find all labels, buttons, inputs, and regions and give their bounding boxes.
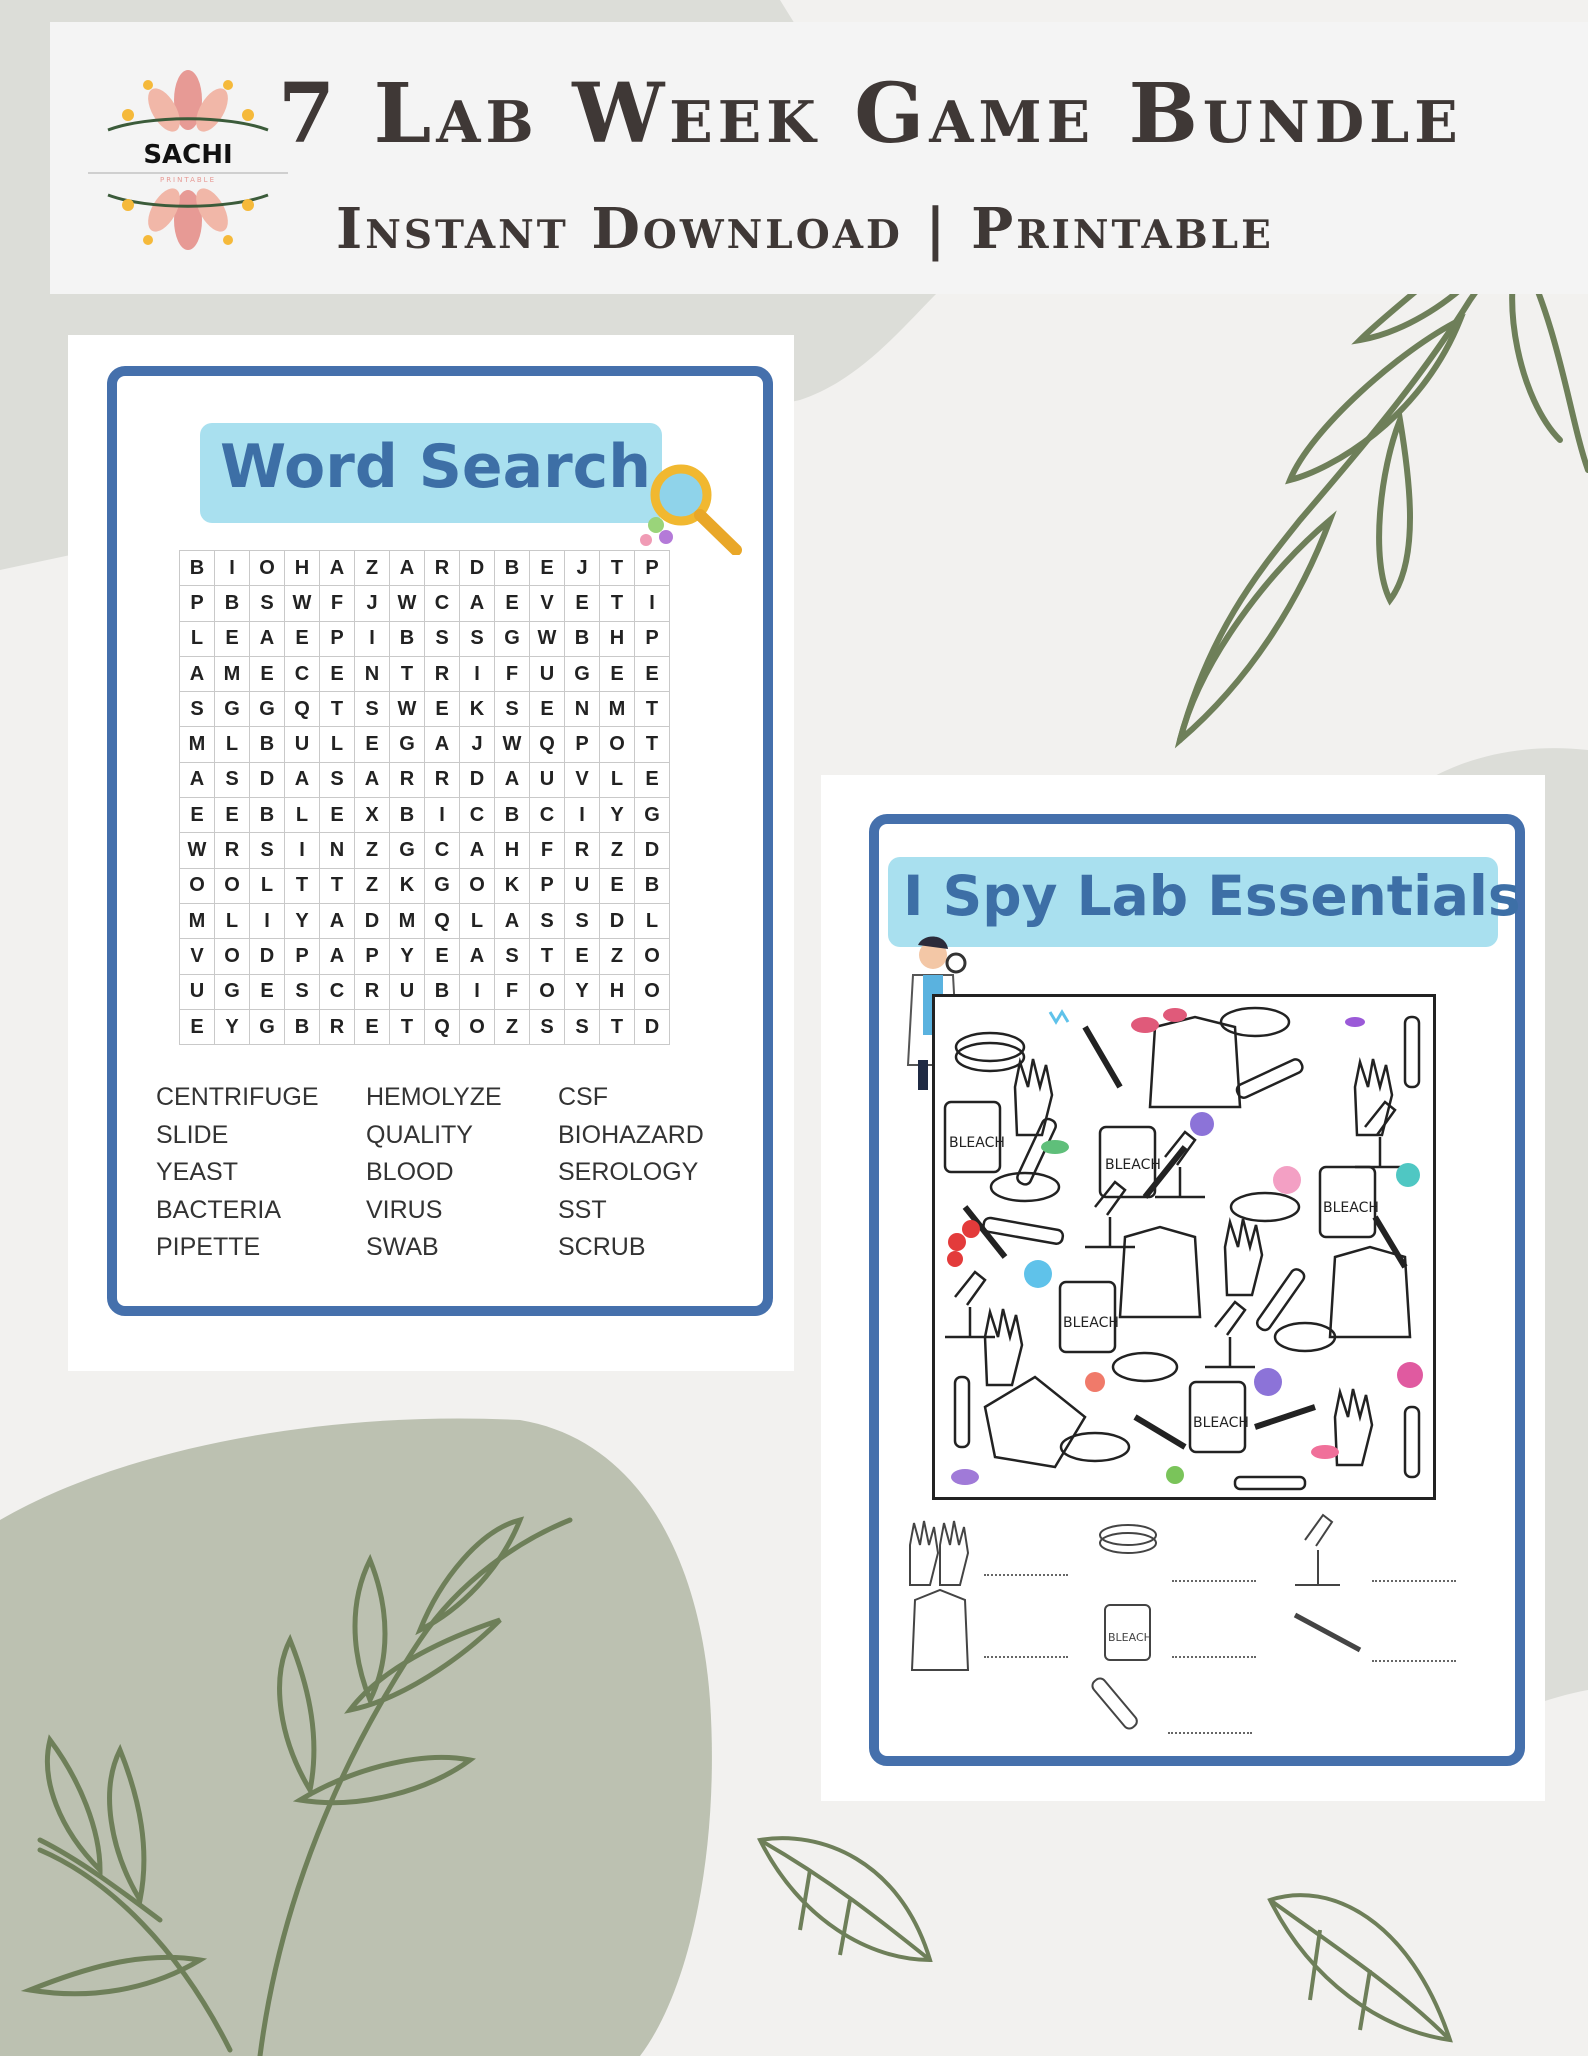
grid-cell: S bbox=[250, 833, 285, 868]
grid-cell: H bbox=[600, 974, 635, 1009]
grid-cell: B bbox=[495, 551, 530, 586]
word-item: CENTRIFUGE bbox=[156, 1083, 319, 1111]
grid-row bbox=[180, 939, 670, 974]
grid-cell: S bbox=[530, 1009, 565, 1044]
grid-cell: J bbox=[565, 551, 600, 586]
grid-cell: L bbox=[600, 762, 635, 797]
grid-cell: I bbox=[250, 903, 285, 938]
grid-cell: C bbox=[425, 833, 460, 868]
floral-ornament-bottom bbox=[108, 183, 268, 250]
ispy-picture-area bbox=[932, 994, 1436, 1500]
page-subtitle: Instant Download | Printable bbox=[336, 196, 1274, 262]
test-tube-icon bbox=[955, 1377, 969, 1447]
grid-cell: O bbox=[250, 551, 285, 586]
grid-cell: S bbox=[250, 586, 285, 621]
grid-cell: A bbox=[250, 621, 285, 656]
grid-cell: Z bbox=[600, 939, 635, 974]
grid-cell: R bbox=[320, 1009, 355, 1044]
grid-cell: E bbox=[565, 939, 600, 974]
grid-cell: B bbox=[565, 621, 600, 656]
word-item: YEAST bbox=[156, 1158, 238, 1186]
grid-cell: T bbox=[600, 551, 635, 586]
grid-cell: O bbox=[530, 974, 565, 1009]
word-item: HEMOLYZE bbox=[366, 1083, 502, 1111]
grid-cell: B bbox=[390, 621, 425, 656]
svg-text:BLEACH: BLEACH bbox=[1063, 1315, 1119, 1331]
grid-cell: Y bbox=[390, 939, 425, 974]
gloves-icon bbox=[1335, 1389, 1372, 1465]
grid-cell: S bbox=[320, 762, 355, 797]
grid-cell: G bbox=[390, 833, 425, 868]
grid-row bbox=[180, 1009, 670, 1044]
grid-cell: G bbox=[635, 798, 670, 833]
word-item: VIRUS bbox=[366, 1195, 443, 1224]
gloves-icon bbox=[940, 1521, 968, 1585]
grid-cell: S bbox=[460, 621, 495, 656]
grid-cell: V bbox=[530, 586, 565, 621]
svg-text:BLEACH: BLEACH bbox=[1323, 1200, 1379, 1216]
grid-cell: G bbox=[250, 692, 285, 727]
answer-line bbox=[1172, 1656, 1256, 1658]
grid-cell: D bbox=[635, 1009, 670, 1044]
word-search-grid bbox=[179, 550, 670, 1045]
grid-cell: S bbox=[565, 903, 600, 938]
grid-cell: C bbox=[425, 586, 460, 621]
grid-cell: P bbox=[565, 727, 600, 762]
word-list-column-3 bbox=[558, 1083, 704, 1271]
grid-cell: Z bbox=[495, 1009, 530, 1044]
grid-cell: O bbox=[460, 1009, 495, 1044]
grid-cell: G bbox=[390, 727, 425, 762]
grid-cell: S bbox=[565, 1009, 600, 1044]
grid-cell: T bbox=[320, 692, 355, 727]
gloves-icon bbox=[910, 1521, 938, 1585]
pipette-icon bbox=[1295, 1615, 1360, 1650]
grid-cell: U bbox=[565, 868, 600, 903]
grid-cell: P bbox=[355, 939, 390, 974]
bleach-labels bbox=[949, 1135, 1379, 1431]
grid-cell: G bbox=[495, 621, 530, 656]
grid-cell: N bbox=[320, 833, 355, 868]
grid-cell: G bbox=[215, 974, 250, 1009]
grid-cell: A bbox=[425, 727, 460, 762]
pipette-icon bbox=[1255, 1407, 1315, 1427]
word-item: QUALITY bbox=[366, 1120, 473, 1149]
grid-cell: A bbox=[285, 762, 320, 797]
word-item: SST bbox=[558, 1195, 607, 1224]
petri-dish-icon bbox=[1231, 1193, 1299, 1221]
grid-cell: T bbox=[635, 727, 670, 762]
grid-cell: U bbox=[285, 727, 320, 762]
petri-dish-icon bbox=[1061, 1433, 1129, 1461]
grid-cell: W bbox=[530, 621, 565, 656]
word-search-title: Word Search bbox=[220, 432, 651, 502]
gloves-icon bbox=[985, 1309, 1022, 1385]
gloves-icon bbox=[1015, 1059, 1052, 1135]
magnifying-glass-icon bbox=[636, 455, 746, 555]
grid-cell: B bbox=[390, 798, 425, 833]
grid-cell: O bbox=[215, 868, 250, 903]
grid-cell: E bbox=[250, 974, 285, 1009]
microscope-icon bbox=[1155, 1132, 1205, 1197]
grid-cell: W bbox=[390, 692, 425, 727]
grid-cell: A bbox=[460, 833, 495, 868]
grid-cell: U bbox=[530, 762, 565, 797]
grid-cell: I bbox=[635, 586, 670, 621]
grid-cell: L bbox=[180, 621, 215, 656]
svg-text:BLEACH: BLEACH bbox=[949, 1135, 1005, 1151]
grid-cell: S bbox=[530, 903, 565, 938]
grid-cell: K bbox=[460, 692, 495, 727]
grid-cell: R bbox=[565, 833, 600, 868]
grid-cell: I bbox=[460, 974, 495, 1009]
grid-cell: D bbox=[600, 903, 635, 938]
grid-cell: T bbox=[635, 692, 670, 727]
grid-cell: Q bbox=[425, 903, 460, 938]
grid-cell: E bbox=[215, 621, 250, 656]
answer-line bbox=[1372, 1580, 1456, 1582]
grid-cell: B bbox=[250, 798, 285, 833]
grid-cell: R bbox=[425, 762, 460, 797]
grid-cell: D bbox=[355, 903, 390, 938]
svg-text:BLEACH: BLEACH bbox=[1193, 1415, 1249, 1431]
word-item: PIPETTE bbox=[156, 1233, 261, 1261]
grid-row bbox=[180, 692, 670, 727]
grid-cell: M bbox=[180, 903, 215, 938]
grid-cell: S bbox=[215, 762, 250, 797]
grid-cell: M bbox=[180, 727, 215, 762]
grid-cell: T bbox=[320, 868, 355, 903]
grid-cell: A bbox=[355, 762, 390, 797]
grid-cell: L bbox=[460, 903, 495, 938]
grid-cell: K bbox=[495, 868, 530, 903]
word-item: CSF bbox=[558, 1083, 608, 1111]
grid-cell: A bbox=[460, 586, 495, 621]
grid-cell: G bbox=[425, 868, 460, 903]
grid-cell: T bbox=[390, 656, 425, 691]
grid-cell: D bbox=[460, 762, 495, 797]
grid-row bbox=[180, 762, 670, 797]
lab-coat-icon bbox=[985, 1377, 1085, 1467]
grid-cell: O bbox=[600, 727, 635, 762]
grid-cell: W bbox=[180, 833, 215, 868]
microscope-icon bbox=[1205, 1302, 1255, 1367]
word-item: BLOOD bbox=[366, 1158, 454, 1186]
grid-cell: S bbox=[180, 692, 215, 727]
word-item: SCRUB bbox=[558, 1233, 646, 1261]
grid-cell: U bbox=[390, 974, 425, 1009]
bleach-label: BLEACH bbox=[1108, 1631, 1152, 1644]
grid-row bbox=[180, 798, 670, 833]
sage-blob-bottom-left bbox=[0, 1418, 712, 2056]
grid-cell: B bbox=[285, 1009, 320, 1044]
grid-cell: H bbox=[600, 621, 635, 656]
grid-cell: K bbox=[390, 868, 425, 903]
grid-cell: A bbox=[180, 656, 215, 691]
grid-cell: M bbox=[215, 656, 250, 691]
grid-cell: S bbox=[495, 692, 530, 727]
ispy-title: I Spy Lab Essentials bbox=[903, 864, 1521, 928]
grid-cell: E bbox=[530, 551, 565, 586]
petri-dish-icon bbox=[1275, 1323, 1335, 1351]
grid-cell: S bbox=[355, 692, 390, 727]
grid-cell: E bbox=[635, 656, 670, 691]
word-item: BIOHAZARD bbox=[558, 1120, 704, 1149]
grid-cell: A bbox=[320, 551, 355, 586]
grid-cell: P bbox=[635, 551, 670, 586]
grid-cell: A bbox=[320, 939, 355, 974]
grid-cell: E bbox=[180, 798, 215, 833]
grid-cell: Y bbox=[600, 798, 635, 833]
grid-cell: B bbox=[250, 727, 285, 762]
grid-cell: V bbox=[180, 939, 215, 974]
grid-cell: I bbox=[565, 798, 600, 833]
word-item: BACTERIA bbox=[156, 1195, 282, 1224]
grid-cell: U bbox=[530, 656, 565, 691]
word-list-column-1 bbox=[156, 1083, 319, 1271]
ispy-answer-key bbox=[900, 1505, 1480, 1755]
grid-cell: L bbox=[215, 727, 250, 762]
grid-cell: S bbox=[425, 621, 460, 656]
ispy-doodles bbox=[935, 997, 1433, 1497]
grid-cell: E bbox=[355, 1009, 390, 1044]
answer-line bbox=[984, 1656, 1068, 1658]
logo-text: SACHI bbox=[143, 140, 233, 170]
answer-line bbox=[1372, 1660, 1456, 1662]
grid-cell: E bbox=[320, 798, 355, 833]
grid-cell: C bbox=[460, 798, 495, 833]
grid-cell: O bbox=[635, 974, 670, 1009]
grid-cell: A bbox=[180, 762, 215, 797]
lab-coat-icon bbox=[912, 1590, 968, 1670]
grid-cell: D bbox=[250, 939, 285, 974]
grid-cell: T bbox=[530, 939, 565, 974]
grid-cell: A bbox=[460, 939, 495, 974]
grid-cell: F bbox=[495, 974, 530, 1009]
grid-cell: V bbox=[565, 762, 600, 797]
grid-cell: E bbox=[320, 656, 355, 691]
grid-cell: R bbox=[390, 762, 425, 797]
grid-cell: E bbox=[285, 621, 320, 656]
pipette-icon bbox=[1375, 1217, 1405, 1267]
grid-cell: A bbox=[495, 762, 530, 797]
grid-cell: Z bbox=[355, 833, 390, 868]
grid-cell: S bbox=[285, 974, 320, 1009]
grid-cell: B bbox=[425, 974, 460, 1009]
grid-cell: F bbox=[320, 586, 355, 621]
grid-cell: Y bbox=[565, 974, 600, 1009]
grid-cell: P bbox=[530, 868, 565, 903]
grid-cell: C bbox=[320, 974, 355, 1009]
grid-cell: E bbox=[425, 692, 460, 727]
pipette-icon bbox=[1085, 1027, 1120, 1087]
grid-cell: E bbox=[215, 798, 250, 833]
grid-cell: N bbox=[565, 692, 600, 727]
grid-cell: B bbox=[635, 868, 670, 903]
grid-cell: T bbox=[390, 1009, 425, 1044]
grid-cell: P bbox=[180, 586, 215, 621]
grid-cell: T bbox=[285, 868, 320, 903]
answer-line bbox=[1168, 1732, 1252, 1734]
grid-row bbox=[180, 621, 670, 656]
grid-cell: D bbox=[460, 551, 495, 586]
grid-cell: R bbox=[215, 833, 250, 868]
grid-cell: M bbox=[390, 903, 425, 938]
grid-cell: R bbox=[425, 656, 460, 691]
grid-row bbox=[180, 551, 670, 586]
grid-cell: C bbox=[285, 656, 320, 691]
grid-cell: E bbox=[600, 656, 635, 691]
grid-cell: L bbox=[215, 903, 250, 938]
grid-cell: P bbox=[635, 621, 670, 656]
grid-row bbox=[180, 656, 670, 691]
grid-cell: E bbox=[565, 586, 600, 621]
word-item: SEROLOGY bbox=[558, 1158, 699, 1186]
grid-cell: X bbox=[355, 798, 390, 833]
sachi-logo bbox=[88, 55, 288, 265]
grid-cell: O bbox=[635, 939, 670, 974]
petri-dish-icon bbox=[991, 1173, 1059, 1201]
grid-cell: E bbox=[600, 868, 635, 903]
grid-row bbox=[180, 727, 670, 762]
grid-cell: Q bbox=[530, 727, 565, 762]
floral-ornament-top bbox=[108, 70, 268, 137]
leaf-bottom-center bbox=[760, 1838, 930, 1960]
test-tube-icon bbox=[1405, 1407, 1419, 1477]
grid-row bbox=[180, 974, 670, 1009]
grid-cell: N bbox=[355, 656, 390, 691]
grid-cell: I bbox=[460, 656, 495, 691]
microscope-icon bbox=[1295, 1515, 1340, 1585]
lab-coat-icon bbox=[1120, 1227, 1200, 1317]
logo-subtext: PRINTABLE bbox=[159, 176, 217, 184]
grid-cell: I bbox=[285, 833, 320, 868]
grid-cell: E bbox=[425, 939, 460, 974]
grid-cell: A bbox=[495, 903, 530, 938]
gloves-icon bbox=[1225, 1219, 1262, 1295]
grid-cell: C bbox=[530, 798, 565, 833]
petri-dish-icon bbox=[1113, 1353, 1177, 1381]
grid-row bbox=[180, 903, 670, 938]
grid-cell: L bbox=[250, 868, 285, 903]
grid-cell: O bbox=[180, 868, 215, 903]
grid-cell: S bbox=[495, 939, 530, 974]
word-item: SLIDE bbox=[156, 1120, 229, 1149]
grid-cell: R bbox=[425, 551, 460, 586]
grid-cell: Q bbox=[425, 1009, 460, 1044]
page-title: 7 Lab Week Game Bundle bbox=[278, 66, 1463, 162]
grid-cell: B bbox=[215, 586, 250, 621]
grid-cell: L bbox=[635, 903, 670, 938]
grid-cell: Y bbox=[285, 903, 320, 938]
grid-cell: O bbox=[460, 868, 495, 903]
grid-cell: D bbox=[250, 762, 285, 797]
grid-cell: B bbox=[495, 798, 530, 833]
word-list-column-2 bbox=[366, 1083, 502, 1271]
test-tube-icon bbox=[1235, 1477, 1305, 1489]
grid-cell: M bbox=[600, 692, 635, 727]
grid-cell: P bbox=[285, 939, 320, 974]
grid-cell: W bbox=[285, 586, 320, 621]
test-tube-icon bbox=[1235, 1057, 1304, 1099]
grid-cell: Z bbox=[355, 551, 390, 586]
grid-cell: Z bbox=[600, 833, 635, 868]
grid-cell: Y bbox=[215, 1009, 250, 1044]
grid-cell: R bbox=[355, 974, 390, 1009]
word-item: SWAB bbox=[366, 1233, 439, 1261]
grid-cell: E bbox=[250, 656, 285, 691]
grid-cell: J bbox=[355, 586, 390, 621]
grid-cell: F bbox=[495, 656, 530, 691]
grid-cell: A bbox=[390, 551, 425, 586]
grid-row bbox=[180, 833, 670, 868]
grid-row bbox=[180, 586, 670, 621]
svg-text:BLEACH: BLEACH bbox=[1105, 1157, 1161, 1173]
test-tube-icon bbox=[1405, 1017, 1419, 1087]
grid-cell: T bbox=[600, 1009, 635, 1044]
test-tube-icon bbox=[1090, 1676, 1139, 1731]
answer-line bbox=[1172, 1580, 1256, 1582]
grid-cell: I bbox=[355, 621, 390, 656]
answer-line bbox=[984, 1574, 1068, 1576]
grid-cell: E bbox=[530, 692, 565, 727]
grid-cell: L bbox=[285, 798, 320, 833]
grid-cell: E bbox=[180, 1009, 215, 1044]
grid-cell: U bbox=[180, 974, 215, 1009]
grid-cell: H bbox=[495, 833, 530, 868]
grid-cell: I bbox=[425, 798, 460, 833]
grid-cell: E bbox=[495, 586, 530, 621]
grid-cell: E bbox=[355, 727, 390, 762]
leaf-bottom-right bbox=[1270, 1895, 1450, 2040]
grid-cell: A bbox=[320, 903, 355, 938]
grid-cell: J bbox=[460, 727, 495, 762]
grid-cell: W bbox=[390, 586, 425, 621]
grid-cell: Z bbox=[355, 868, 390, 903]
grid-cell: Q bbox=[285, 692, 320, 727]
grid-cell: G bbox=[565, 656, 600, 691]
grid-cell: B bbox=[180, 551, 215, 586]
grid-cell: T bbox=[600, 586, 635, 621]
grid-row bbox=[180, 868, 670, 903]
grid-cell: W bbox=[495, 727, 530, 762]
grid-cell: G bbox=[215, 692, 250, 727]
grid-cell: E bbox=[635, 762, 670, 797]
grid-cell: F bbox=[530, 833, 565, 868]
petri-dish-icon bbox=[1221, 1008, 1289, 1036]
pipette-icon bbox=[1135, 1417, 1185, 1447]
grid-cell: D bbox=[635, 833, 670, 868]
germ-icons bbox=[947, 1008, 1423, 1485]
grid-cell: G bbox=[250, 1009, 285, 1044]
grid-cell: O bbox=[215, 939, 250, 974]
grid-cell: P bbox=[320, 621, 355, 656]
grid-cell: I bbox=[215, 551, 250, 586]
grid-cell: L bbox=[320, 727, 355, 762]
grid-cell: H bbox=[285, 551, 320, 586]
